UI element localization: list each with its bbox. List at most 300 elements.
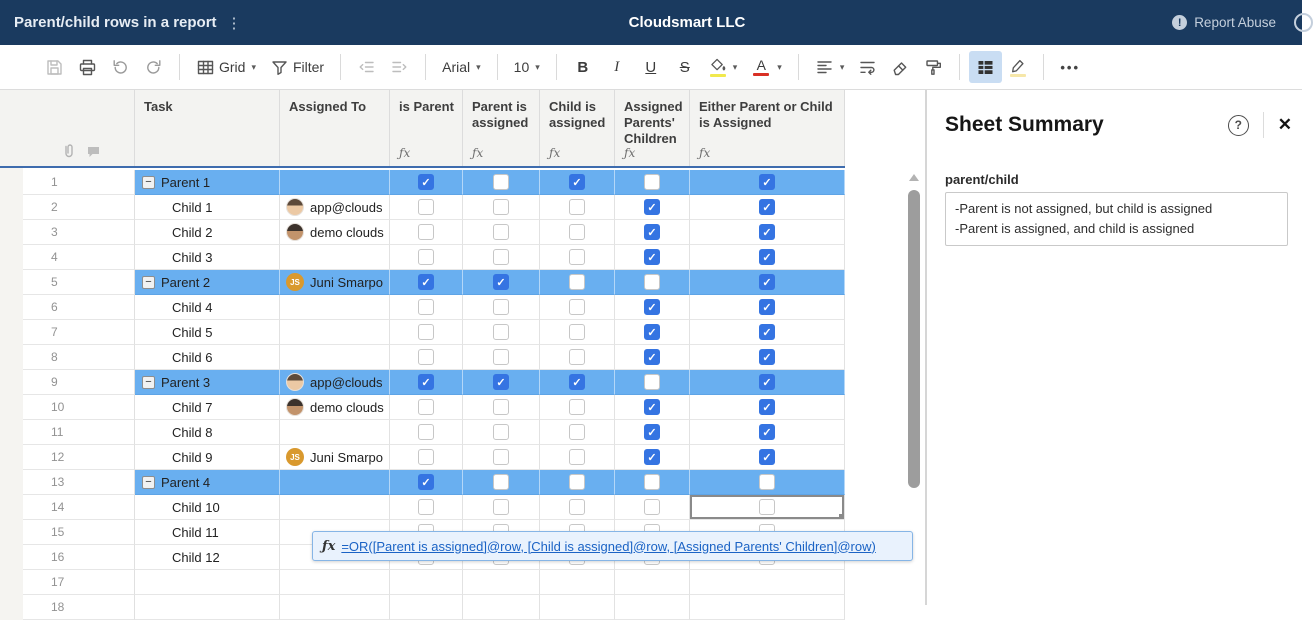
- task-cell[interactable]: [135, 220, 280, 245]
- save-icon: [45, 58, 64, 77]
- column-header-parent-is-assigned[interactable]: [463, 90, 540, 166]
- task-name: Parent 2: [161, 274, 211, 290]
- undo-button[interactable]: [104, 51, 137, 83]
- row-number[interactable]: 6: [23, 295, 135, 320]
- assigned-to-cell[interactable]: [280, 370, 390, 395]
- checkbox-unchecked[interactable]: [569, 399, 585, 415]
- row-gutter: [0, 345, 23, 370]
- toolbar-separator: [798, 54, 799, 80]
- checkbox-cell[interactable]: [690, 320, 845, 345]
- checkbox-checked[interactable]: ✓: [418, 274, 434, 290]
- checkbox-cell[interactable]: [615, 470, 690, 495]
- task-cell[interactable]: [135, 420, 280, 445]
- checkbox-unchecked[interactable]: [493, 249, 509, 265]
- assigned-to-cell[interactable]: [280, 245, 390, 270]
- checkbox-cell[interactable]: [690, 195, 845, 220]
- report-abuse-icon: !: [1172, 15, 1187, 30]
- checkbox-cell[interactable]: [615, 220, 690, 245]
- task-cell[interactable]: [135, 195, 280, 220]
- checkbox-cell[interactable]: [390, 170, 463, 195]
- row-number[interactable]: 18: [23, 595, 135, 620]
- checkbox-cell[interactable]: [390, 195, 463, 220]
- wrap-text-button[interactable]: [851, 51, 884, 83]
- toolbar-separator: [497, 54, 498, 80]
- checkbox-checked[interactable]: ✓: [644, 324, 660, 340]
- help-icon[interactable]: ?: [1228, 115, 1249, 136]
- checkbox-cell[interactable]: [390, 420, 463, 445]
- checkbox-cell[interactable]: [690, 270, 845, 295]
- checkbox-cell[interactable]: [615, 570, 690, 595]
- row-number[interactable]: 1: [23, 170, 135, 195]
- row-gutter: [0, 420, 23, 445]
- assigned-to-cell[interactable]: [280, 470, 390, 495]
- summary-field-value[interactable]: [945, 192, 1288, 246]
- print-icon: [78, 58, 97, 77]
- checkbox-checked[interactable]: ✓: [759, 349, 775, 365]
- checkbox-checked[interactable]: ✓: [759, 299, 775, 315]
- assigned-to-cell[interactable]: [280, 195, 390, 220]
- top-bar: [0, 0, 1302, 45]
- checkbox-unchecked[interactable]: [418, 324, 434, 340]
- attachment-column-icon[interactable]: [62, 143, 76, 159]
- formula-tooltip: [312, 531, 913, 561]
- checkbox-unchecked[interactable]: [759, 474, 775, 490]
- assigned-to-cell[interactable]: [280, 320, 390, 345]
- task-cell[interactable]: [135, 245, 280, 270]
- row-number[interactable]: 14: [23, 495, 135, 520]
- checkbox-unchecked[interactable]: [569, 449, 585, 465]
- checkbox-cell[interactable]: [390, 495, 463, 520]
- close-icon[interactable]: ✕: [1277, 115, 1292, 134]
- checkbox-cell[interactable]: [540, 495, 615, 520]
- checkbox-cell[interactable]: [463, 570, 540, 595]
- column-header-either-parent-or-child-is-assigned[interactable]: [690, 90, 845, 166]
- checkbox-checked[interactable]: ✓: [569, 174, 585, 190]
- checkbox-cell[interactable]: [463, 220, 540, 245]
- row-number[interactable]: 16: [23, 545, 135, 570]
- checkbox-cell[interactable]: [615, 195, 690, 220]
- checkbox-cell[interactable]: [540, 570, 615, 595]
- formula-link[interactable]: =OR([Parent is assigned]@row, [Child is assigned]@row, [Assigned Parents' Children]@row): [341, 538, 876, 554]
- assigned-to-cell[interactable]: [280, 570, 390, 595]
- column-header-label: Task: [144, 99, 173, 114]
- checkbox-checked[interactable]: ✓: [493, 374, 509, 390]
- fill-color-button[interactable]: [702, 51, 745, 83]
- checkbox-checked[interactable]: ✓: [644, 399, 660, 415]
- checkbox-unchecked[interactable]: [418, 299, 434, 315]
- comment-column-icon[interactable]: [86, 145, 101, 159]
- checkbox-cell[interactable]: [463, 495, 540, 520]
- checkbox-cell[interactable]: [390, 370, 463, 395]
- checkbox-unchecked[interactable]: [644, 174, 660, 190]
- checkbox-cell[interactable]: [615, 270, 690, 295]
- assignee-name: app@clouds: [310, 374, 383, 390]
- chevron-down-icon: ▾: [732, 61, 738, 72]
- checkbox-cell[interactable]: [690, 420, 845, 445]
- checkbox-cell[interactable]: [690, 595, 845, 620]
- checkbox-cell[interactable]: [690, 295, 845, 320]
- column-header-child-is-assigned[interactable]: [540, 90, 615, 166]
- checkbox-cell[interactable]: [540, 470, 615, 495]
- task-cell[interactable]: [135, 595, 280, 620]
- collapse-row-icon[interactable]: −: [142, 376, 155, 389]
- column-header-assigned-parents-children[interactable]: [615, 90, 690, 166]
- checkbox-cell[interactable]: [463, 470, 540, 495]
- checkbox-checked[interactable]: ✓: [759, 199, 775, 215]
- checkbox-cell[interactable]: [540, 270, 615, 295]
- toolbar: [0, 45, 1302, 90]
- paint-roller-icon: [924, 58, 943, 77]
- redo-button[interactable]: [137, 51, 170, 83]
- checkbox-unchecked[interactable]: [569, 249, 585, 265]
- task-cell[interactable]: [135, 395, 280, 420]
- checkbox-unchecked[interactable]: [644, 374, 660, 390]
- column-header-assigned-to[interactable]: [280, 90, 390, 166]
- assigned-to-cell[interactable]: [280, 170, 390, 195]
- checkbox-checked[interactable]: ✓: [759, 324, 775, 340]
- task-cell[interactable]: [135, 495, 280, 520]
- assigned-to-cell[interactable]: [280, 220, 390, 245]
- checkbox-cell[interactable]: [540, 445, 615, 470]
- chevron-down-icon: ▾: [839, 61, 845, 72]
- checkbox-cell[interactable]: [690, 570, 845, 595]
- checkbox-cell[interactable]: [690, 470, 845, 495]
- column-header-task[interactable]: [135, 90, 280, 166]
- checkbox-unchecked[interactable]: [418, 424, 434, 440]
- checkbox-checked[interactable]: ✓: [759, 224, 775, 240]
- checkbox-unchecked[interactable]: [569, 474, 585, 490]
- checkbox-cell[interactable]: [540, 420, 615, 445]
- italic-button[interactable]: [600, 51, 634, 83]
- checkbox-unchecked[interactable]: [569, 424, 585, 440]
- checkbox-cell[interactable]: [390, 445, 463, 470]
- row-number[interactable]: 5: [23, 270, 135, 295]
- assigned-to-cell[interactable]: [280, 595, 390, 620]
- checkbox-cell[interactable]: [390, 245, 463, 270]
- checkbox-checked[interactable]: ✓: [759, 399, 775, 415]
- checkbox-cell[interactable]: [463, 245, 540, 270]
- checkbox-unchecked[interactable]: [569, 299, 585, 315]
- save-button[interactable]: [38, 51, 71, 83]
- font-size-dropdown[interactable]: [507, 51, 547, 83]
- row-number[interactable]: 3: [23, 220, 135, 245]
- checkbox-cell[interactable]: [390, 595, 463, 620]
- task-cell[interactable]: [135, 295, 280, 320]
- toolbar-separator: [340, 54, 341, 80]
- checkbox-cell[interactable]: [540, 195, 615, 220]
- assigned-to-cell[interactable]: [280, 295, 390, 320]
- strikethrough-button[interactable]: [668, 51, 702, 83]
- checkbox-cell[interactable]: [690, 370, 845, 395]
- underline-icon: U: [645, 58, 657, 76]
- chevron-down-icon: ▾: [777, 61, 782, 72]
- highlight-changes-button[interactable]: [1002, 51, 1034, 83]
- checkbox-checked[interactable]: ✓: [418, 174, 434, 190]
- checkbox-cell[interactable]: [540, 170, 615, 195]
- row-number[interactable]: 7: [23, 320, 135, 345]
- task-cell[interactable]: [135, 570, 280, 595]
- checkbox-cell[interactable]: [390, 395, 463, 420]
- checkbox-cell[interactable]: [540, 370, 615, 395]
- checkbox-cell[interactable]: [463, 420, 540, 445]
- checkbox-unchecked[interactable]: [569, 224, 585, 240]
- checkbox-cell[interactable]: [615, 320, 690, 345]
- task-cell[interactable]: [135, 545, 280, 570]
- checkbox-cell[interactable]: [390, 295, 463, 320]
- checkbox-unchecked[interactable]: [493, 349, 509, 365]
- bold-icon: B: [577, 58, 589, 76]
- checkbox-cell[interactable]: [463, 395, 540, 420]
- checkbox-checked[interactable]: ✓: [644, 424, 660, 440]
- align-dropdown[interactable]: [808, 51, 852, 83]
- task-name: Child 12: [172, 549, 220, 565]
- checkbox-cell[interactable]: [615, 295, 690, 320]
- row-gutter: [0, 520, 23, 545]
- checkbox-cell[interactable]: [540, 595, 615, 620]
- row-gutter: [0, 195, 23, 220]
- checkbox-cell[interactable]: [690, 345, 845, 370]
- format-painter-button[interactable]: [917, 51, 950, 83]
- checkbox-unchecked[interactable]: [569, 349, 585, 365]
- checkbox-checked[interactable]: ✓: [644, 249, 660, 265]
- checkbox-checked[interactable]: ✓: [569, 374, 585, 390]
- avatar: [286, 223, 304, 241]
- checkbox-checked[interactable]: ✓: [418, 474, 434, 490]
- toolbar-separator: [959, 54, 960, 80]
- font-family-dropdown[interactable]: [435, 51, 488, 83]
- report-title-group[interactable]: [14, 0, 243, 45]
- checkbox-unchecked[interactable]: [493, 499, 509, 515]
- task-cell[interactable]: [135, 445, 280, 470]
- row-number[interactable]: 12: [23, 445, 135, 470]
- checkbox-cell[interactable]: [463, 270, 540, 295]
- task-name: Child 10: [172, 499, 220, 515]
- checkbox-cell[interactable]: [690, 220, 845, 245]
- checkbox-unchecked[interactable]: [644, 474, 660, 490]
- checkbox-cell[interactable]: [690, 395, 845, 420]
- checkbox-cell[interactable]: [615, 345, 690, 370]
- row-gutter: [0, 395, 23, 420]
- task-cell[interactable]: [135, 345, 280, 370]
- checkbox-cell[interactable]: [390, 270, 463, 295]
- checkbox-cell[interactable]: [463, 170, 540, 195]
- checkbox-cell[interactable]: [615, 245, 690, 270]
- row-number[interactable]: 2: [23, 195, 135, 220]
- checkbox-unchecked[interactable]: [644, 499, 660, 515]
- checkbox-checked[interactable]: ✓: [759, 449, 775, 465]
- checkbox-cell[interactable]: [390, 320, 463, 345]
- assigned-to-cell[interactable]: [280, 445, 390, 470]
- font-color-button[interactable]: [744, 51, 789, 83]
- assigned-to-cell[interactable]: [280, 345, 390, 370]
- checkbox-checked[interactable]: ✓: [644, 199, 660, 215]
- checkbox-cell[interactable]: [463, 595, 540, 620]
- task-name: Parent 4: [161, 474, 211, 490]
- collapse-row-icon[interactable]: −: [142, 476, 155, 489]
- checkbox-checked[interactable]: ✓: [644, 224, 660, 240]
- checkbox-cell[interactable]: [615, 595, 690, 620]
- checkbox-unchecked[interactable]: [644, 274, 660, 290]
- row-number[interactable]: 13: [23, 470, 135, 495]
- table-row: [0, 320, 845, 345]
- task-cell[interactable]: [135, 170, 280, 195]
- row-number[interactable]: 17: [23, 570, 135, 595]
- row-number[interactable]: 4: [23, 245, 135, 270]
- task-name: Child 3: [172, 249, 213, 265]
- checkbox-unchecked[interactable]: [493, 299, 509, 315]
- checkbox-cell[interactable]: [540, 295, 615, 320]
- assignee-name: demo clouds: [310, 399, 384, 415]
- checkbox-cell[interactable]: [690, 495, 845, 520]
- checkbox-checked[interactable]: ✓: [759, 249, 775, 265]
- outdent-button[interactable]: [350, 51, 383, 83]
- task-name: Parent 3: [161, 374, 211, 390]
- assigned-to-cell[interactable]: [280, 270, 390, 295]
- checkbox-cell[interactable]: [615, 495, 690, 520]
- scrollbar-thumb[interactable]: [908, 190, 920, 488]
- checkbox-cell[interactable]: [690, 445, 845, 470]
- report-abuse-button[interactable]: [1172, 0, 1276, 45]
- checkbox-checked[interactable]: ✓: [759, 374, 775, 390]
- column-header-label: is Parent: [399, 99, 454, 114]
- checkbox-cell[interactable]: [463, 370, 540, 395]
- row-number[interactable]: 8: [23, 345, 135, 370]
- checkbox-cell[interactable]: [463, 345, 540, 370]
- filter-button[interactable]: [263, 51, 331, 83]
- checkbox-unchecked[interactable]: [493, 199, 509, 215]
- checkbox-unchecked[interactable]: [569, 499, 585, 515]
- checkbox-checked[interactable]: ✓: [418, 374, 434, 390]
- checkbox-checked[interactable]: ✓: [493, 274, 509, 290]
- checkbox-cell[interactable]: [615, 445, 690, 470]
- indent-button[interactable]: [383, 51, 416, 83]
- table-row: [0, 370, 845, 395]
- checkbox-unchecked[interactable]: [418, 224, 434, 240]
- checkbox-unchecked[interactable]: [418, 449, 434, 465]
- checkbox-unchecked[interactable]: [493, 424, 509, 440]
- italic-icon: I: [614, 58, 620, 75]
- grid-header: [0, 90, 845, 168]
- more-options-button[interactable]: [1053, 51, 1087, 83]
- table-row: [0, 470, 845, 495]
- checkbox-unchecked[interactable]: [418, 349, 434, 365]
- filter-icon: [270, 58, 289, 77]
- task-name: Child 8: [172, 424, 213, 440]
- checkbox-cell[interactable]: [540, 320, 615, 345]
- ellipsis-icon: •••: [1060, 59, 1081, 75]
- row-number[interactable]: 11: [23, 420, 135, 445]
- task-cell[interactable]: [135, 320, 280, 345]
- print-button[interactable]: [71, 51, 104, 83]
- checkbox-cell[interactable]: [390, 570, 463, 595]
- task-cell[interactable]: [135, 370, 280, 395]
- task-cell[interactable]: [135, 470, 280, 495]
- collapse-row-icon[interactable]: −: [142, 176, 155, 189]
- toolbar-separator: [425, 54, 426, 80]
- initials-avatar: JS: [286, 273, 304, 291]
- checkbox-unchecked[interactable]: [493, 474, 509, 490]
- row-number-header: [0, 90, 135, 166]
- checkbox-cell[interactable]: [540, 245, 615, 270]
- checkbox-cell[interactable]: [463, 295, 540, 320]
- row-number[interactable]: 9: [23, 370, 135, 395]
- chevron-down-icon: ▾: [535, 61, 540, 72]
- sheet-summary-toggle[interactable]: [969, 51, 1002, 83]
- checkbox-checked[interactable]: ✓: [644, 449, 660, 465]
- checkbox-unchecked[interactable]: [418, 399, 434, 415]
- row-number[interactable]: 15: [23, 520, 135, 545]
- checkbox-unchecked[interactable]: [759, 499, 775, 515]
- checkbox-cell[interactable]: [615, 395, 690, 420]
- org-name: Cloudsmart LLC: [628, 14, 746, 31]
- checkbox-cell[interactable]: [615, 170, 690, 195]
- checkbox-cell[interactable]: [463, 195, 540, 220]
- checkbox-checked[interactable]: ✓: [759, 274, 775, 290]
- checkbox-cell[interactable]: [690, 245, 845, 270]
- view-mode-label: Grid: [219, 59, 246, 75]
- checkbox-unchecked[interactable]: [493, 224, 509, 240]
- clear-formatting-button[interactable]: [884, 51, 917, 83]
- view-mode-dropdown[interactable]: [189, 51, 263, 83]
- checkbox-cell[interactable]: [390, 345, 463, 370]
- checkbox-checked[interactable]: ✓: [759, 424, 775, 440]
- task-cell[interactable]: [135, 270, 280, 295]
- checkbox-unchecked[interactable]: [493, 174, 509, 190]
- formula-column-icon: ƒx: [699, 146, 711, 160]
- report-menu-icon[interactable]: ⋮: [226, 14, 243, 32]
- redo-icon: [144, 58, 163, 77]
- assigned-to-cell[interactable]: [280, 420, 390, 445]
- checkbox-cell[interactable]: [540, 220, 615, 245]
- formula-column-icon: ƒx: [472, 146, 484, 160]
- checkbox-cell[interactable]: [390, 470, 463, 495]
- checkbox-unchecked[interactable]: [493, 399, 509, 415]
- checkbox-checked[interactable]: ✓: [759, 174, 775, 190]
- checkbox-unchecked[interactable]: [418, 499, 434, 515]
- checkbox-cell[interactable]: [390, 220, 463, 245]
- checkbox-cell[interactable]: [540, 395, 615, 420]
- checkbox-cell[interactable]: [463, 445, 540, 470]
- scroll-up-arrow-icon[interactable]: [909, 174, 919, 181]
- row-number[interactable]: 10: [23, 395, 135, 420]
- task-cell[interactable]: [135, 520, 280, 545]
- checkbox-checked[interactable]: ✓: [644, 299, 660, 315]
- account-circle-icon[interactable]: [1294, 13, 1313, 32]
- checkbox-unchecked[interactable]: [569, 199, 585, 215]
- row-gutter: [0, 320, 23, 345]
- checkbox-unchecked[interactable]: [569, 324, 585, 340]
- underline-button[interactable]: [634, 51, 668, 83]
- collapse-row-icon[interactable]: −: [142, 276, 155, 289]
- checkbox-unchecked[interactable]: [493, 324, 509, 340]
- column-header-is-parent[interactable]: [390, 90, 463, 166]
- checkbox-cell[interactable]: [463, 320, 540, 345]
- assigned-to-cell[interactable]: [280, 395, 390, 420]
- checkbox-unchecked[interactable]: [418, 199, 434, 215]
- assigned-to-cell[interactable]: [280, 495, 390, 520]
- bold-button[interactable]: [566, 51, 600, 83]
- checkbox-unchecked[interactable]: [493, 449, 509, 465]
- checkbox-cell[interactable]: [615, 420, 690, 445]
- avatar: [286, 373, 304, 391]
- checkbox-cell[interactable]: [615, 370, 690, 395]
- checkbox-cell[interactable]: [540, 345, 615, 370]
- task-name: Child 1: [172, 199, 213, 215]
- checkbox-checked[interactable]: ✓: [644, 349, 660, 365]
- checkbox-unchecked[interactable]: [418, 249, 434, 265]
- checkbox-unchecked[interactable]: [569, 274, 585, 290]
- checkbox-cell[interactable]: [690, 170, 845, 195]
